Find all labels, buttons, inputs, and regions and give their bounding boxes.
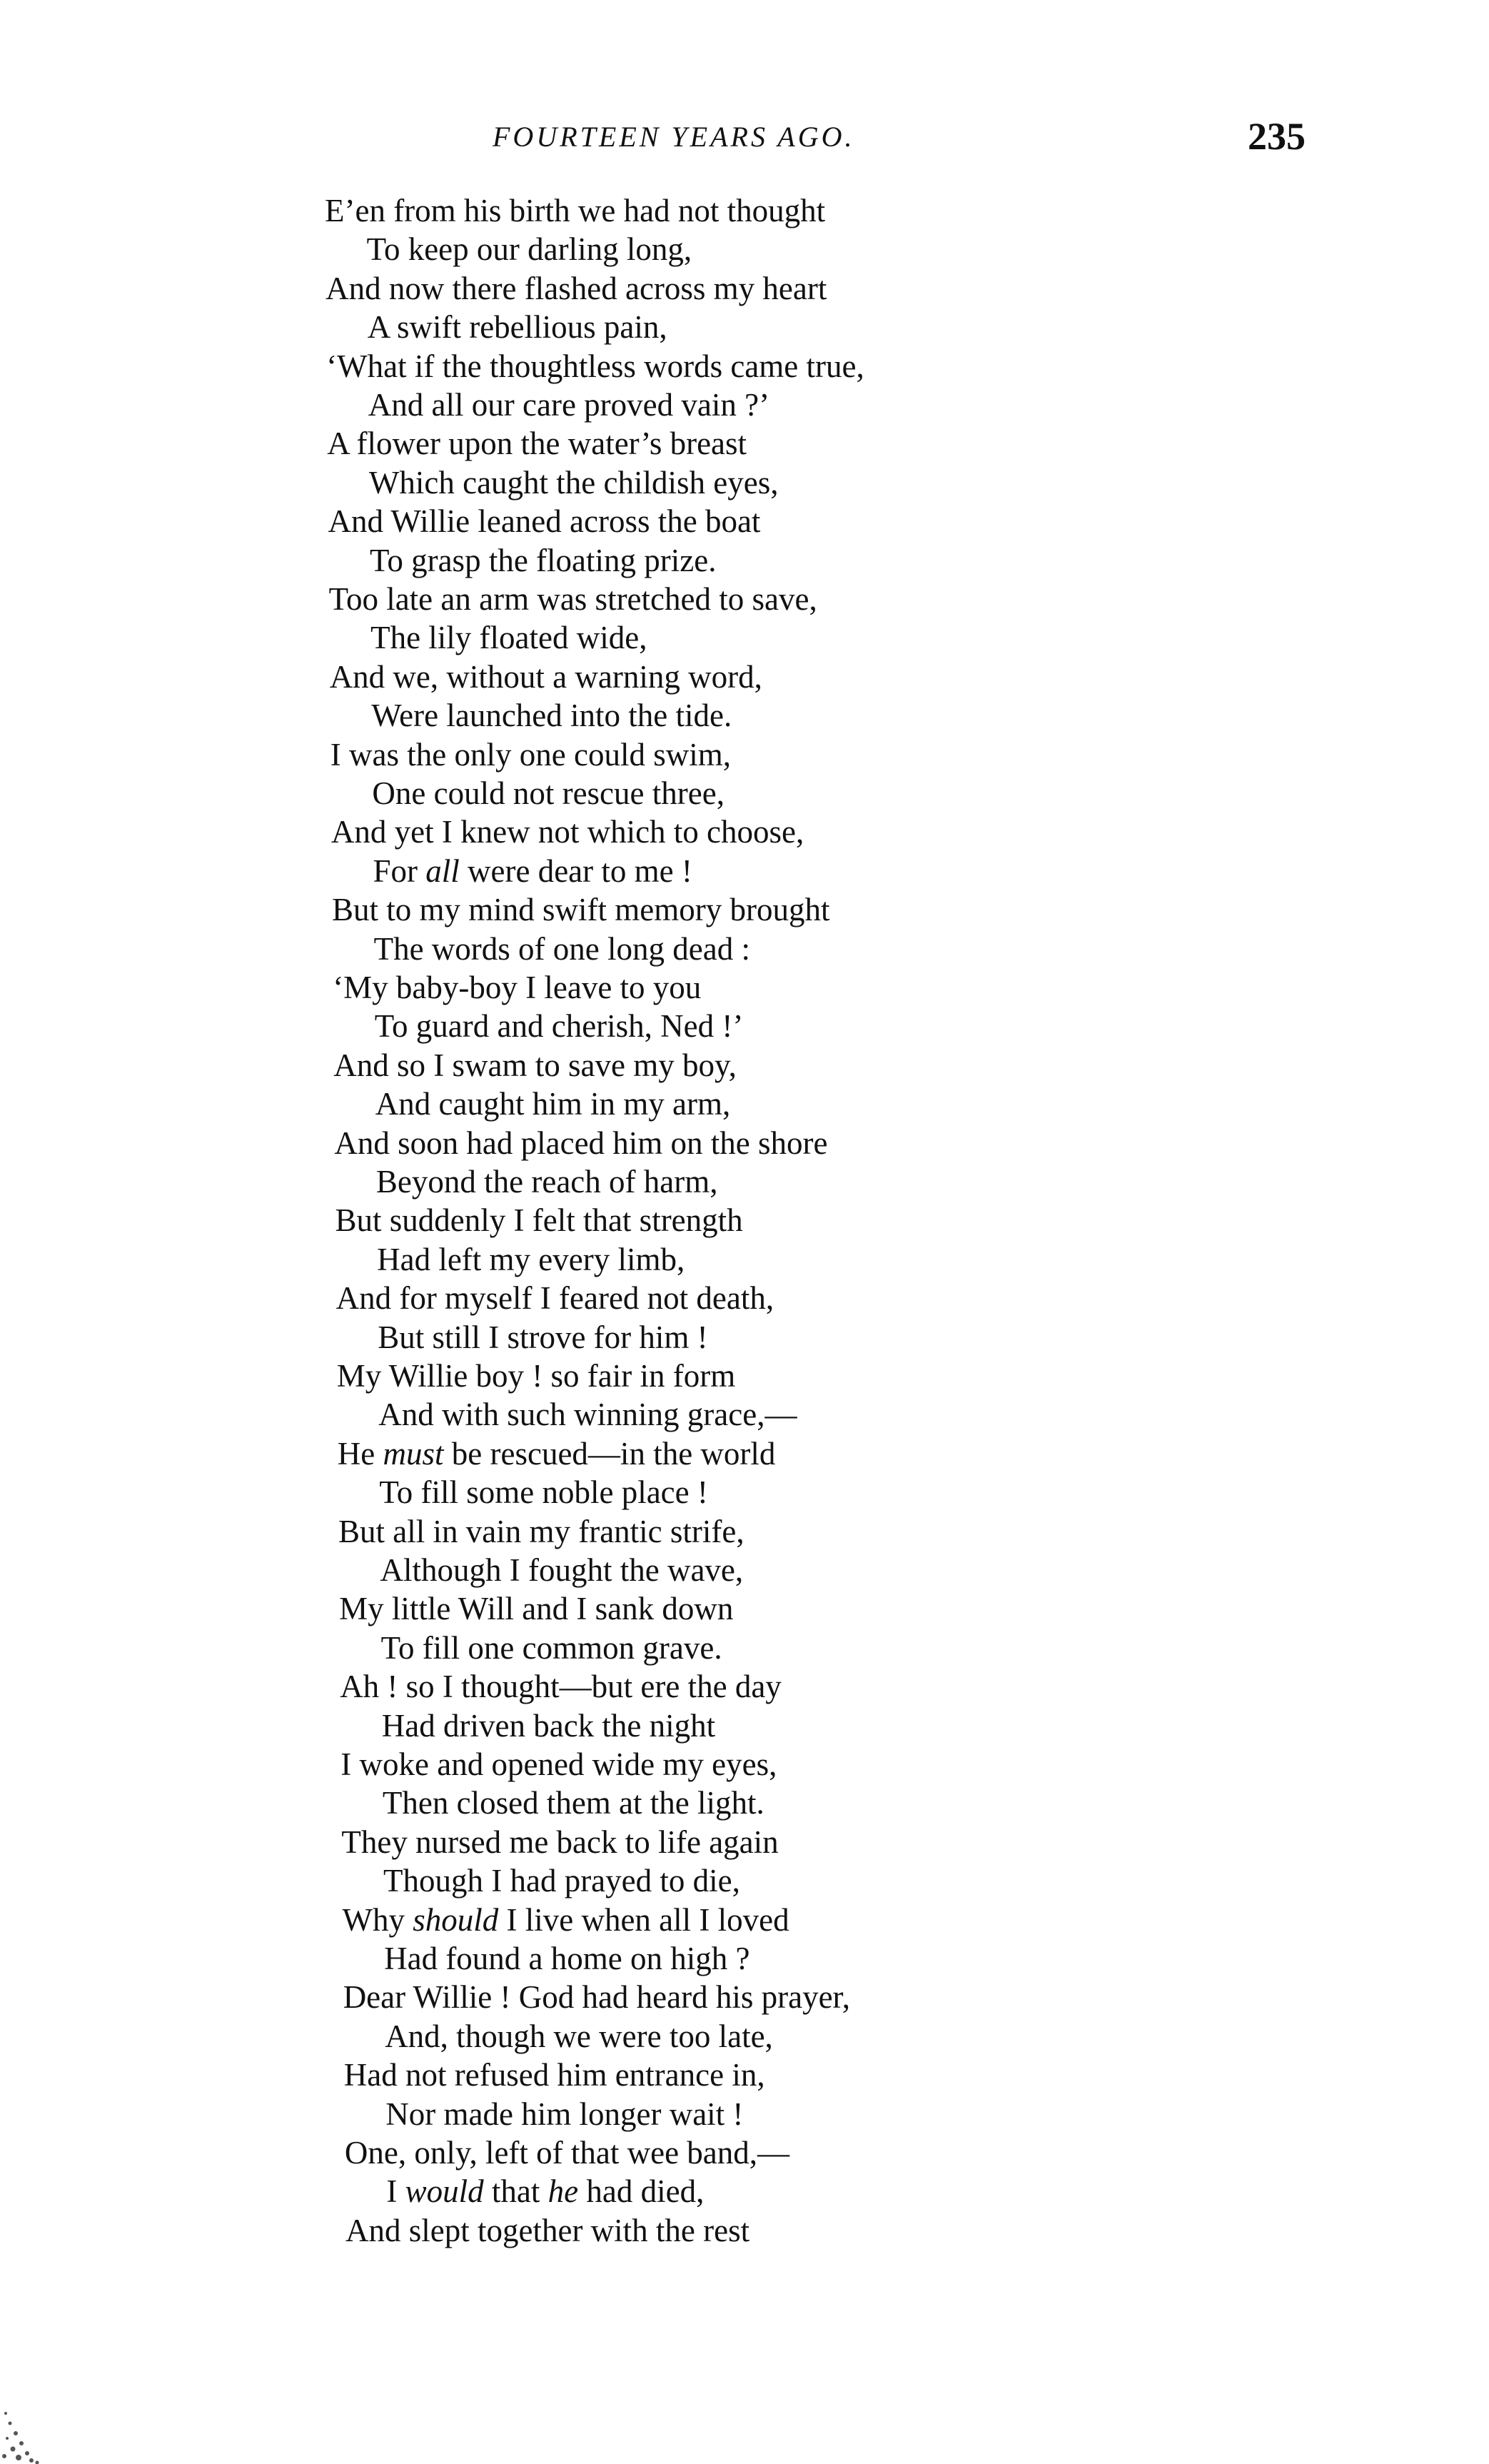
poem-line: My little Will and I sank down xyxy=(339,1591,734,1627)
poem-line: To grasp the floating prize. xyxy=(370,542,717,578)
poem-line: The words of one long dead : xyxy=(373,930,750,967)
poem-line: Nor made him longer wait ! xyxy=(385,2096,744,2132)
poem-line: They nursed me back to life again xyxy=(341,1824,779,1860)
poem-line: To fill some noble place ! xyxy=(379,1474,708,1511)
poem-line: One, only, left of that wee band,— xyxy=(344,2135,790,2171)
poem-line: And now there flashed across my heart xyxy=(325,270,827,306)
poem-line: And all our care proved vain ?’ xyxy=(368,387,770,423)
poem-line: And, though we were too late, xyxy=(385,2018,773,2054)
poem-line: One could not rescue three, xyxy=(372,775,725,811)
poem-line: And yet I knew not which to choose, xyxy=(330,814,804,850)
poem-line: Then closed them at the light. xyxy=(382,1785,764,1821)
poem-line: Though I had prayed to die, xyxy=(383,1863,740,1899)
poem-line: And slept together with the rest xyxy=(345,2212,750,2248)
poem-line: ‘My baby-boy I leave to you xyxy=(333,970,702,1005)
poem-line: And caught him in my arm, xyxy=(375,1086,731,1122)
running-title: FOURTEEN YEARS AGO. xyxy=(493,121,855,153)
poem-line: And soon had placed him on the shore xyxy=(334,1125,828,1161)
poem-line: I woke and opened wide my eyes, xyxy=(340,1746,777,1782)
poem-line: The lily floated wide, xyxy=(370,620,647,656)
poem-line: For all were dear to me ! xyxy=(373,853,692,889)
poem-line: But suddenly I felt that strength xyxy=(335,1202,743,1239)
poem-line: A flower upon the water’s breast xyxy=(327,426,747,462)
poem-line: But all in vain my frantic strife, xyxy=(338,1513,744,1549)
poem-line: Dear Willie ! God had heard his prayer, xyxy=(343,1979,850,2016)
poem-line: Why should I live when all I loved xyxy=(342,1901,789,1938)
poem-line: I would that he had died, xyxy=(386,2173,705,2210)
poem-line: And for myself I feared not death, xyxy=(335,1280,774,1317)
poem-line: To fill one common grave. xyxy=(380,1629,722,1666)
page-number: 235 xyxy=(1248,115,1306,158)
poem-line: ‘What if the thoughtless words came true, xyxy=(326,348,864,384)
poem-line: He must be rescued—in the world xyxy=(337,1435,776,1472)
poem-line: My Willie boy ! so fair in form xyxy=(336,1358,736,1394)
poem-line: And so I swam to save my boy, xyxy=(333,1047,737,1083)
poem-line: To guard and cherish, Ned !’ xyxy=(374,1008,744,1045)
scan-speck xyxy=(0,2399,50,2464)
poem-line: Ah ! so I thought—but ere the day xyxy=(340,1669,782,1705)
poem-line: Had not refused him entrance in, xyxy=(343,2057,765,2093)
poem-line: Were launched into the tide. xyxy=(371,698,732,734)
poem-line: Had left my every limb, xyxy=(377,1241,685,1277)
poem-line: Although I fought the wave, xyxy=(380,1552,744,1588)
poem-line: Had driven back the night xyxy=(381,1707,716,1744)
poem-line: And Willie leaned across the boat xyxy=(328,503,761,540)
poem-line: Too late an arm was stretched to save, xyxy=(328,581,817,617)
poem-line: A swift rebellious pain, xyxy=(367,309,667,346)
poem-line: Beyond the reach of harm, xyxy=(375,1164,718,1200)
poem-line: I was the only one could swim, xyxy=(330,736,731,773)
poem-line: Which caught the childish eyes, xyxy=(368,464,779,501)
poem-line: But still I strove for him ! xyxy=(378,1319,708,1355)
poem-line: To keep our darling long, xyxy=(366,231,692,268)
poem-line: But to my mind swift memory brought xyxy=(332,892,830,928)
poem-line: And with such winning grace,— xyxy=(378,1397,797,1433)
poem-line: Had found a home on high ? xyxy=(384,1941,750,1976)
poem-line: E’en from his birth we had not thought xyxy=(325,193,826,228)
poem-line: And we, without a warning word, xyxy=(329,658,762,695)
